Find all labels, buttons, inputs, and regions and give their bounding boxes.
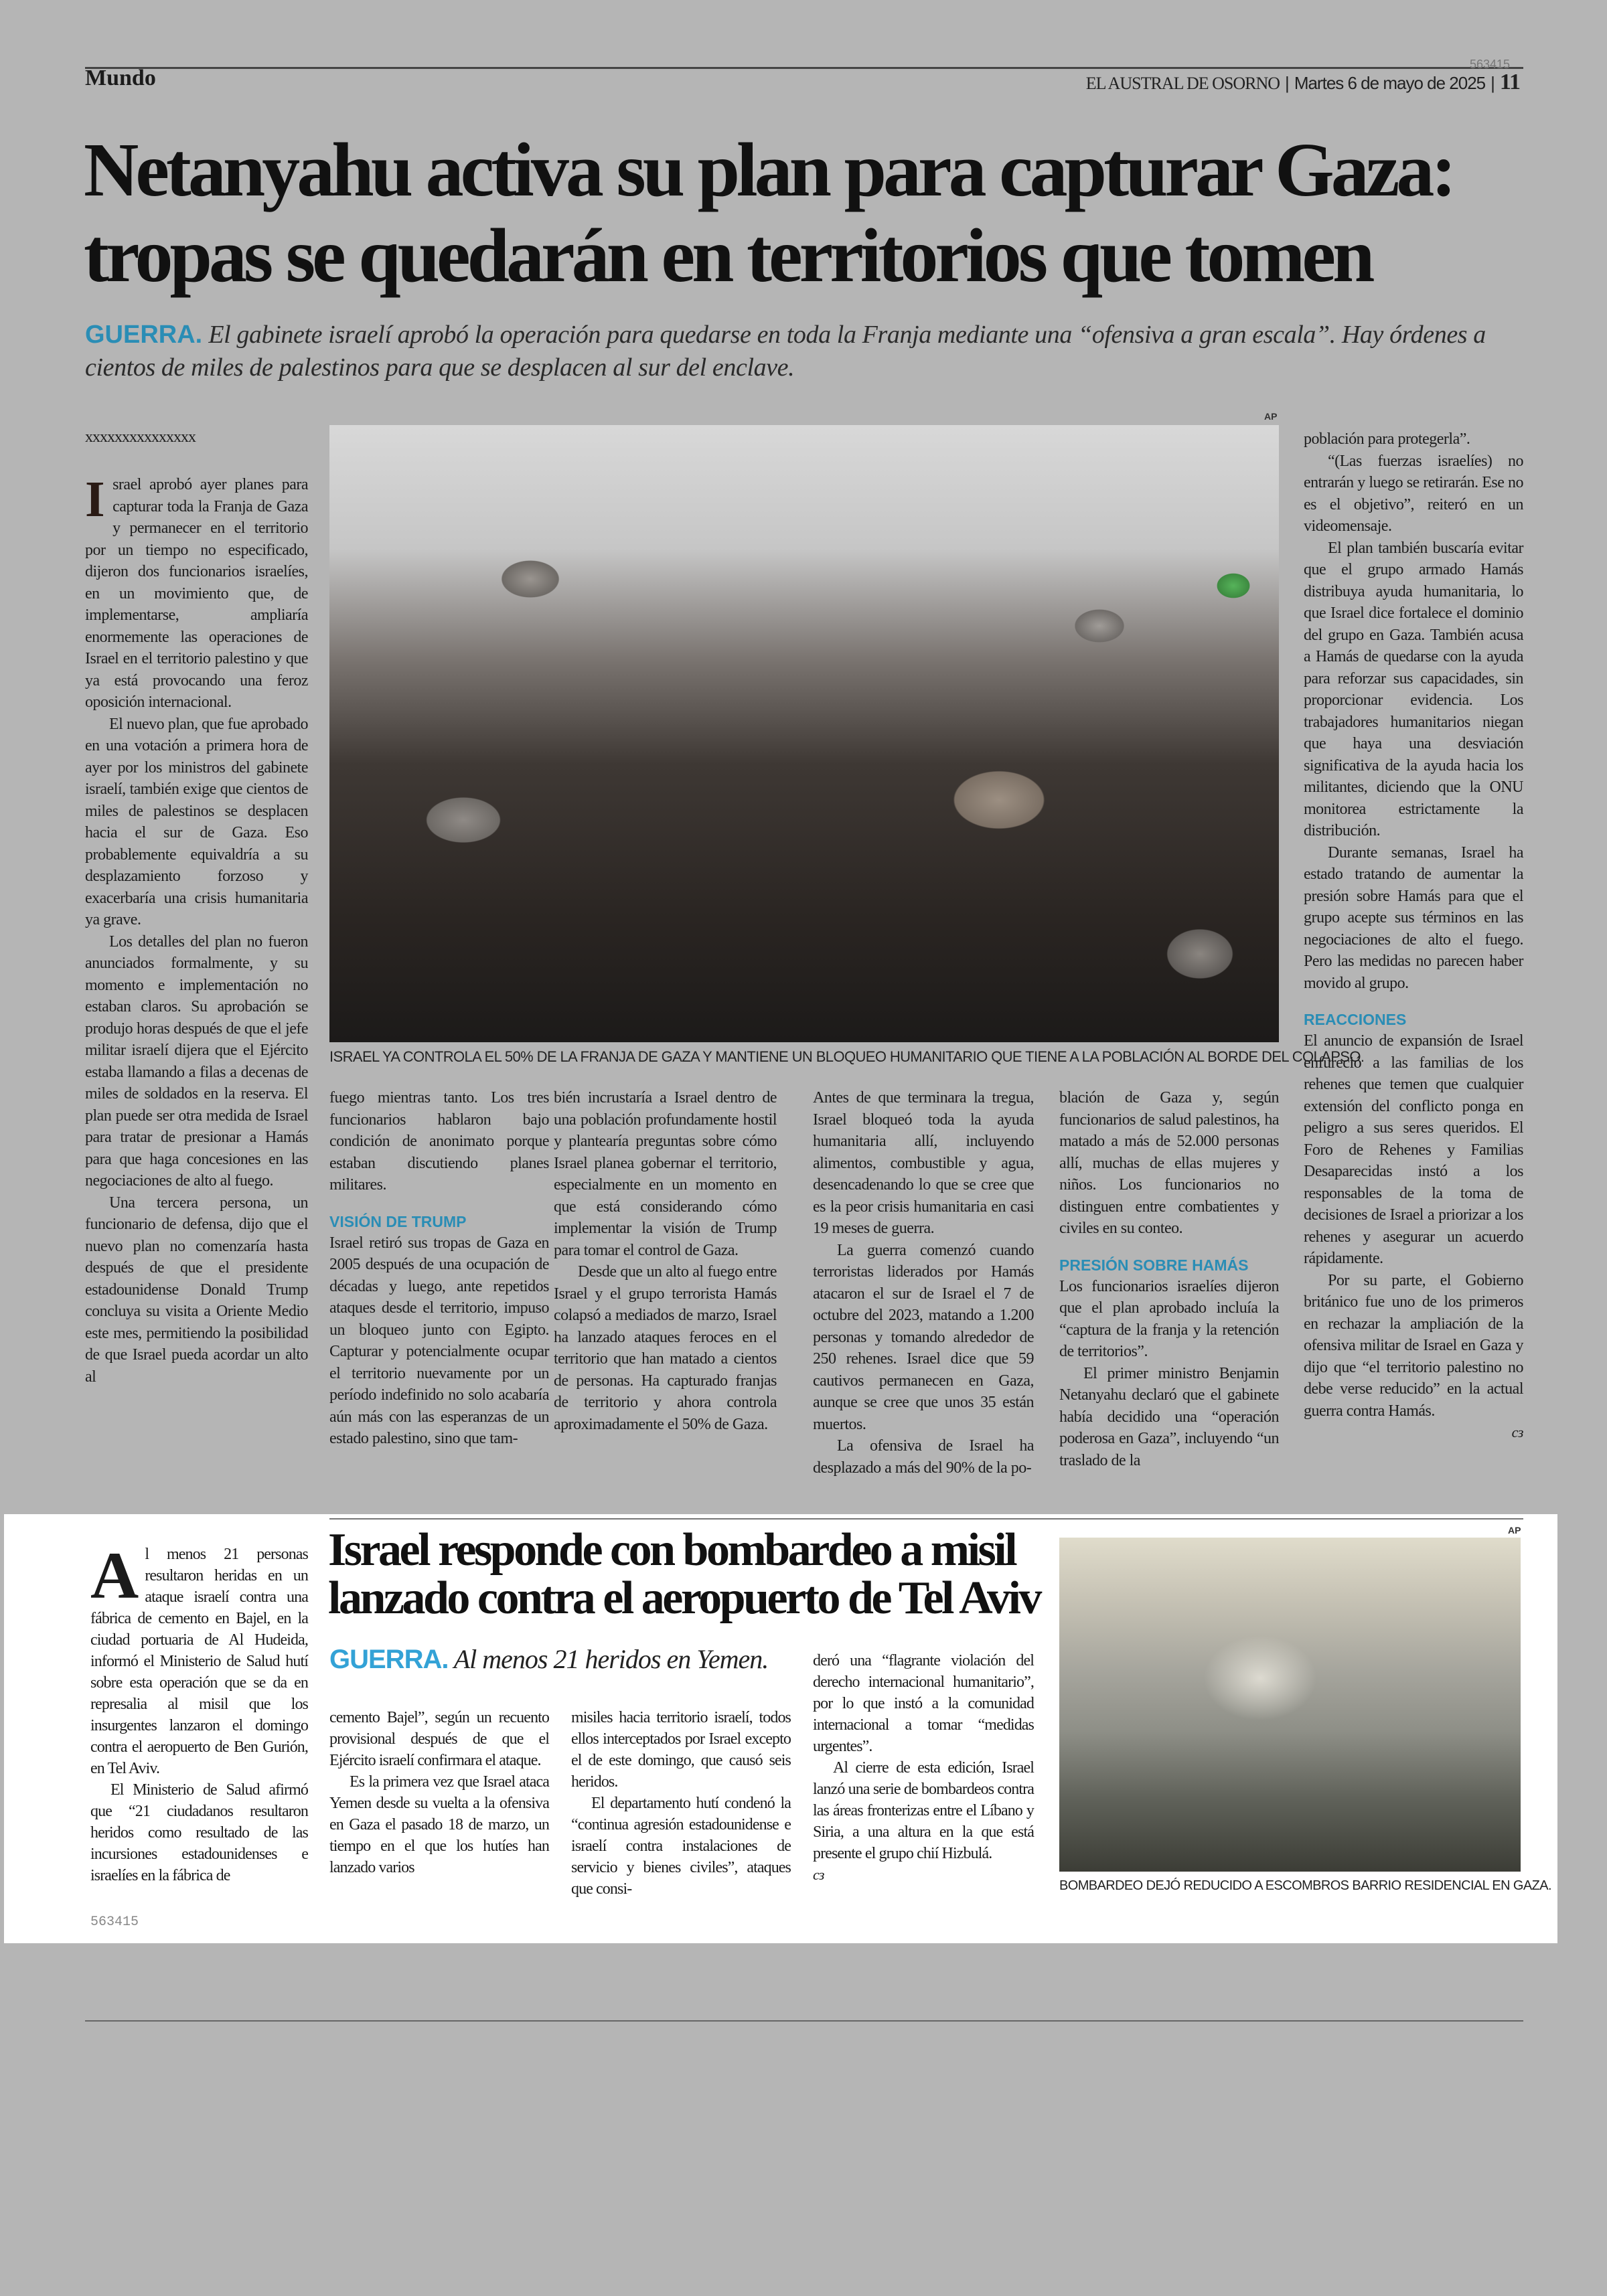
section-divider: [329, 1518, 1523, 1520]
paragraph: Durante semanas, Israel ha estado tratando de aumentar la presión sobre Hamás para que el grupo acepte sus términos en las negociaciones de alto el fuego. Pero las medidas no parecen haber movido al grupo.: [1304, 843, 1523, 992]
paragraph: Israel retiró sus tropas de Gaza en 2005 después de una ocupación de décadas y luego, ante repetidos ataques desde el territorio, impuso un bloqueo junto con Egipto. Capturar y potencialmente ocupar el territorio nuevamente por un período indefinido no solo acabaría aún más con las esperanzas de un estado palestino, sino que tam-: [329, 1234, 549, 1447]
newspaper-name: EL AUSTRAL DE OSORNO: [1085, 74, 1280, 93]
article-column-1: [85, 471, 308, 1388]
drop-cap: A: [90, 1538, 139, 1613]
paragraph: Por su parte, el Gobierno británico fue uno de los primeros en rechazar la ampliación de la ofensiva militar de Israel en Gaza y dijo que “el territorio palestino no debe verse reducido” en la actual guerra contra Hamás.: [1304, 1271, 1523, 1420]
drop-cap: I: [85, 471, 105, 527]
photo-credit: AP: [1508, 1525, 1521, 1536]
second-column-3: [571, 1707, 791, 1900]
article-column-5: [1059, 1087, 1279, 1471]
paragraph: cemento Bajel”, según un recuento provisional después de que el Ejército israelí confirmara el ataque.: [329, 1709, 549, 1769]
deck-text: El gabinete israelí aprobó la operación para quedarse en toda la Franja mediante una “ofensiva a gran escala”. Hay órdenes a cientos de miles de palestinos para que se desplacen al sur del enclave.: [85, 321, 1486, 382]
photo-caption: BOMBARDEO DEJÓ REDUCIDO A ESCOMBROS BARRIO RESIDENCIAL EN GAZA.: [1059, 1878, 1551, 1893]
gaza-rubble-photo: [1059, 1538, 1521, 1872]
paragraph: fuego mientras tanto. Los tres funcionarios hablaron bajo condición de anonimato porque estaban discutiendo planes militares.: [329, 1089, 549, 1194]
headline-line: lanzado contra el aeropuerto de Tel Aviv: [328, 1572, 1040, 1624]
paragraph: l menos 21 personas resultaron heridas en un ataque israelí contra una fábrica de cemento en Bajel, en la ciudad portuaria de Al Hudeida, informó el Ministerio de Salud hutí sobre esta operación que se da en represalia al misil que los insurgentes lanzaron el domingo contra el aeropuerto de Ben Gurión, en Tel Aviv.: [90, 1546, 308, 1777]
article-column-3: [554, 1087, 777, 1435]
page-number: 11: [1499, 70, 1520, 94]
paragraph: Al cierre de esta edición, Israel lanzó una serie de bombardeos contra las áreas fronterizas entre el Líbano y Siria, a una altura en la que está presente el grupo chií Hizbulá.: [813, 1759, 1034, 1862]
footer-rule: [85, 2020, 1523, 2022]
section-label: Mundo: [85, 66, 156, 90]
paragraph: deró una “flagrante violación del derecho internacional humanitario”, por lo que instó a la comunidad internacional a tomar “medidas urgentes”.: [813, 1652, 1034, 1755]
article-column-4: [813, 1087, 1034, 1479]
end-mark-icon: cз: [1511, 1424, 1523, 1441]
paragraph: Es la primera vez que Israel ataca Yemen desde su vuelta a la ofensiva en Gaza el pasado 18 de marzo, un tiempo en el que los hutíes han lanzado varios: [329, 1773, 549, 1876]
paragraph: El nuevo plan, que fue aprobado en una votación a primera hora de ayer por los ministros del gabinete israelí, también exige que cientos de miles de palestinos se desplacen hacia el sur de Gaza. Eso probablemente equivaldría a su desplazamiento forzoso y exacerbaría una crisis humanitaria ya grave.: [85, 715, 308, 928]
paragraph: Los funcionarios israelíes dijeron que el plan aprobado incluía la “captura de la franja y la retención de territorios”.: [1059, 1277, 1279, 1360]
paragraph: blación de Gaza y, según funcionarios de salud palestinos, ha matado a más de 52.000 personas allí, muchas de ellas mujeres y niños. Los funcionarios no distinguen entre combatientes y civiles en su conteo.: [1059, 1089, 1279, 1237]
paragraph: El primer ministro Benjamin Netanyahu declaró que el gabinete había decidido una “operación poderosa en Gaza”, incluyendo “un traslado de la: [1059, 1364, 1279, 1469]
headline-line: Israel responde con bombardeo a misil: [328, 1524, 1016, 1576]
paragraph: srael aprobó ayer planes para capturar toda la Franja de Gaza y permanecer en el territorio por un tiempo no especificado, dijeron dos funcionarios israelíes, en un movimiento que, de implementarse, ampliaría enormemente las operaciones de Israel en el territorio palestino y que ya está provocando una feroz oposición internacional.: [85, 476, 308, 711]
subhead: VISIÓN DE TRUMP: [329, 1212, 467, 1230]
subhead: PRESIÓN SOBRE HAMÁS: [1059, 1256, 1249, 1274]
separator: |: [1285, 73, 1289, 93]
byline: xxxxxxxxxxxxxxx: [85, 428, 196, 446]
main-headline: [84, 127, 1557, 299]
paragraph: El Ministerio de Salud afirmó que “21 ciudadanos resultaron heridos como resultado de las incursiones estadounidenses e israelíes en la fábrica de: [90, 1781, 308, 1884]
end-mark-icon: cз: [813, 1866, 824, 1883]
second-column-1: [90, 1538, 308, 1886]
ad-code: 563415: [90, 1914, 139, 1930]
photo-caption: ISRAEL YA CONTROLA EL 50% DE LA FRANJA DE GAZA Y MANTIENE UN BLOQUEO HUMANITARIO QUE TIENE A LA POBLACIÓN AL BORDE DEL COLAPSO.: [329, 1048, 1365, 1065]
paragraph: bién incrustaría a Israel dentro de una población profundamente hostil y plantearía preguntas sobre cómo Israel planea gobernar el territorio, especialmente en un momento en que está considerando cómo implementar la visión de Trump para tomar el control de Gaza.: [554, 1089, 777, 1259]
paragraph: Desde que un alto al fuego entre Israel y el grupo terrorista Hamás colapsó a mediados de marzo, Israel ha lanzado ataques feroces en el territorio que han matado a cientos de personas. Ha capturado franjas de territorio y ahora controla aproximadamente el 50% de Gaza.: [554, 1263, 777, 1433]
header-rule: [85, 67, 1523, 69]
second-column-4: [813, 1650, 1034, 1886]
main-deck: [85, 319, 1525, 384]
headline-line: Netanyahu activa su plan para capturar Gaza:: [84, 127, 1454, 212]
paragraph: La ofensiva de Israel ha desplazado a más del 90% de la po-: [813, 1437, 1034, 1477]
paragraph: Antes de que terminara la tregua, Israel bloqueó toda la ayuda humanitaria allí, incluyendo alimentos, combustible y agua, desencadenando lo que se cree que es la peor crisis humanitaria en casi 19 meses de guerra.: [813, 1089, 1034, 1237]
photo-credit: AP: [1264, 411, 1278, 422]
issue-date: Martes 6 de mayo de 2025: [1294, 73, 1486, 93]
article-column-2: [329, 1087, 549, 1450]
headline-line: tropas se quedarán en territorios que tomen: [84, 213, 1372, 298]
main-photo: [329, 425, 1279, 1042]
page-code: 563415: [1470, 58, 1511, 71]
kicker: GUERRA.: [85, 321, 203, 349]
kicker: GUERRA.: [329, 1645, 449, 1674]
subhead: REACCIONES: [1304, 1011, 1407, 1028]
separator: |: [1490, 73, 1495, 93]
paragraph: “(Las fuerzas israelíes) no entrarán y luego se retirarán. Ese no es el objetivo”, reiteró en un videomensaje.: [1304, 452, 1523, 535]
paragraph: El plan también buscaría evitar que el grupo armado Hamás distribuya ayuda humanitaria, lo que Israel dice fortalece el dominio del grupo en Gaza. También acusa a Hamás de quedarse con la ayuda para reforzar sus capacidades, sin proporcionar evidencia. Los trabajadores humanitarios niegan que haya una desviación significativa de la ayuda hacia los militantes, diciendo que la ONU monitorea estrictamente la distribución.: [1304, 539, 1523, 839]
second-headline: [328, 1526, 1045, 1623]
paragraph: El departamento hutí condenó la “continua agresión estadounidense e israelí contra instalaciones de servicio y bienes civiles”, ataques que consi-: [571, 1795, 791, 1898]
paragraph: La guerra comenzó cuando terroristas liderados por Hamás atacaron el sur de Israel el 7 de octubre del 2023, matando a 1.200 personas y tomando alrededor de 250 rehenes. Israel dice que 59 cautivos permanecen en Gaza, aunque se cree que unos 35 están muertos.: [813, 1241, 1034, 1433]
paragraph: Los detalles del plan no fueron anunciados formalmente, y su momento e implementación no estaban claros. Su aprobación se produjo horas después de que el jefe militar israelí dijera que el Ejército estaba llamando a filas a decenas de miles de soldados en la reserva. El plan puede ser otra medida de Israel para tratar de presionar a Hamás para que haga concesiones en las negociaciones de alto al fuego.: [85, 932, 308, 1190]
article-column-6: [1304, 428, 1523, 1444]
second-column-2: [329, 1707, 549, 1878]
second-deck: [329, 1643, 768, 1675]
paragraph: población para protegerla”.: [1304, 430, 1470, 448]
deck-text: Al menos 21 heridos en Yemen.: [453, 1644, 769, 1674]
paragraph: Una tercera persona, un funcionario de defensa, dijo que el nuevo plan no comenzaría hasta después de que el presidente estadounidense Donald Trump concluya su visita a Oriente Medio este mes, permitiendo la posibilidad de que Israel pueda acordar un alto al: [85, 1194, 308, 1386]
end-mark-row: [1304, 1422, 1523, 1444]
masthead: [1086, 70, 1520, 95]
paragraph: El anuncio de expansión de Israel enfureció a las familias de los rehenes que temen que cualquier extensión del conflicto ponga en peligro a sus seres queridos. El Foro de Rehenes y Familias Desaparecidas instó a los responsables de la toma de decisiones de Israel a priorizar a los rehenes y asegurar un acuerdo rápidamente.: [1304, 1032, 1523, 1267]
paragraph: misiles hacia territorio israelí, todos ellos interceptados por Israel excepto el de este domingo, que causó seis heridos.: [571, 1709, 791, 1791]
